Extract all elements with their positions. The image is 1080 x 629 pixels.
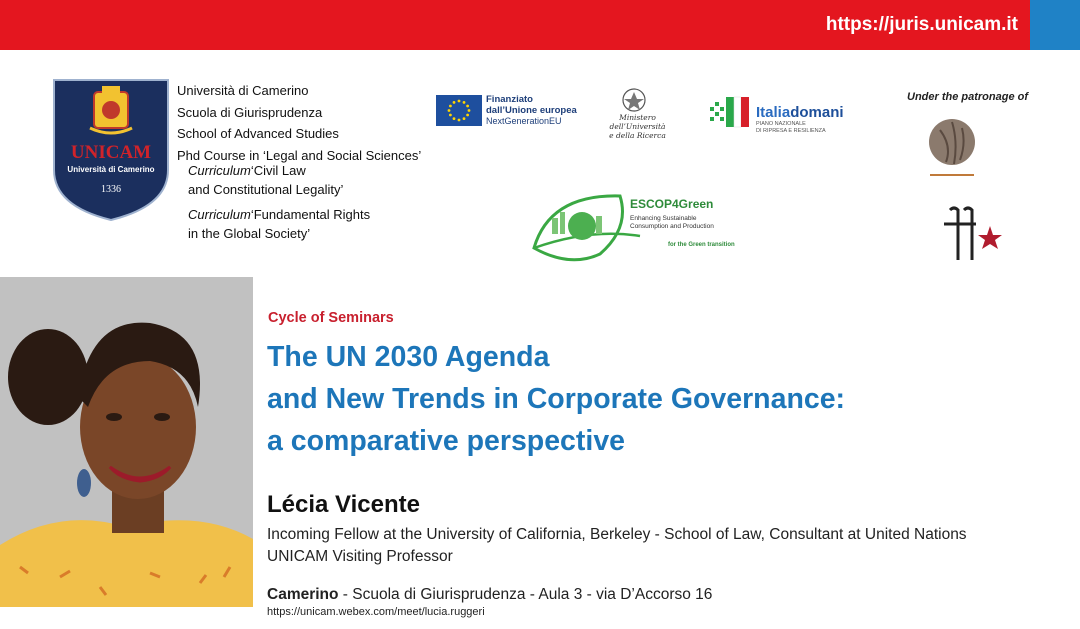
shield-name: UNICAM [70,142,152,163]
top-blue-block [1030,0,1080,50]
site-url-link[interactable]: https://juris.unicam.it [825,14,1018,35]
ministero-line2: e della Ricerca [609,131,666,140]
crest-icon [90,86,132,133]
italia-brand-a: Italia [756,104,791,121]
ministero-text [590,113,685,140]
event-venue [267,586,712,604]
italia-brand-b: domani [790,104,844,121]
eu-flag-icon [436,95,482,126]
event-title [267,336,1067,462]
venue-city: Camerino [267,586,339,603]
shield-subtitle: Università di Camerino [67,165,155,174]
curriculum-1 [188,161,343,199]
unicam-shield-logo [52,78,170,222]
eu-line1: Finanziato [486,94,533,105]
unicam-info [177,80,421,166]
speaker-roles [267,524,967,567]
escop-line1: Enhancing Sustainable [630,215,697,222]
curriculum-title: ‘Civil Law [250,163,306,178]
eu-line3: NextGenerationEU [486,116,562,126]
shield-year: 1336 [101,184,121,195]
curriculum-2 [188,205,370,243]
unicam-line: Università di Camerino [177,83,309,98]
speaker-role: UNICAM Visiting Professor [267,547,453,565]
escop4green-logo [530,188,760,268]
webex-link[interactable]: https://unicam.webex.com/meet/lucia.ruggeri [267,606,485,618]
unicam-line: Phd Course in ‘Legal and Social Sciences’ [177,147,422,163]
curriculum-label: Curriculum [188,207,251,222]
italia-sub1: PIANO NAZIONALE [756,121,806,127]
unicam-line: School of Advanced Studies [177,126,339,141]
venue-details: - Scuola di Giurisprudenza - Aula 3 - via D’Accorso 16 [338,586,713,603]
ministero-line1: Ministero dell’Università [609,113,666,131]
speaker-photo [0,277,253,607]
ff-star-logo-icon [940,204,1004,266]
curriculum-title-line2: in the Global Society’ [188,226,311,241]
italia-domani-logo [708,93,844,138]
event-title-line: The UN 2030 Agenda [267,341,550,373]
italia-sub2: DI RIPRESA E RESILIENZA [756,127,826,134]
escop-line2: Consumption and Production [630,223,714,230]
curriculum-title: ‘Fundamental Rights [250,207,371,222]
event-title-line: and New Trends in Corporate Governance: [267,383,846,415]
leaf-icon [534,196,640,260]
event-kicker: Cycle of Seminars [268,310,394,326]
lawyers-order-emblem-icon [926,116,978,180]
escop-tagline: for the Green transition [668,242,735,248]
speaker-role: Incoming Fellow at the University of California, Berkeley - School of Law, Consultant at United Nations [267,526,967,543]
escop-name: ESCOP4Green [630,197,714,211]
curriculum-title-line2: and Constitutional Legality’ [188,182,344,197]
curriculum-label: Curriculum [188,163,251,178]
speaker-name: Lécia Vicente [267,491,420,518]
italia-domani-icon [708,93,752,133]
eu-line2: dall’Unione europea [486,105,577,116]
patronage-label: Under the patronage of [907,91,1029,103]
event-title-line: a comparative perspective [267,425,626,457]
unicam-line: Scuola di Giurisprudenza [177,104,323,120]
